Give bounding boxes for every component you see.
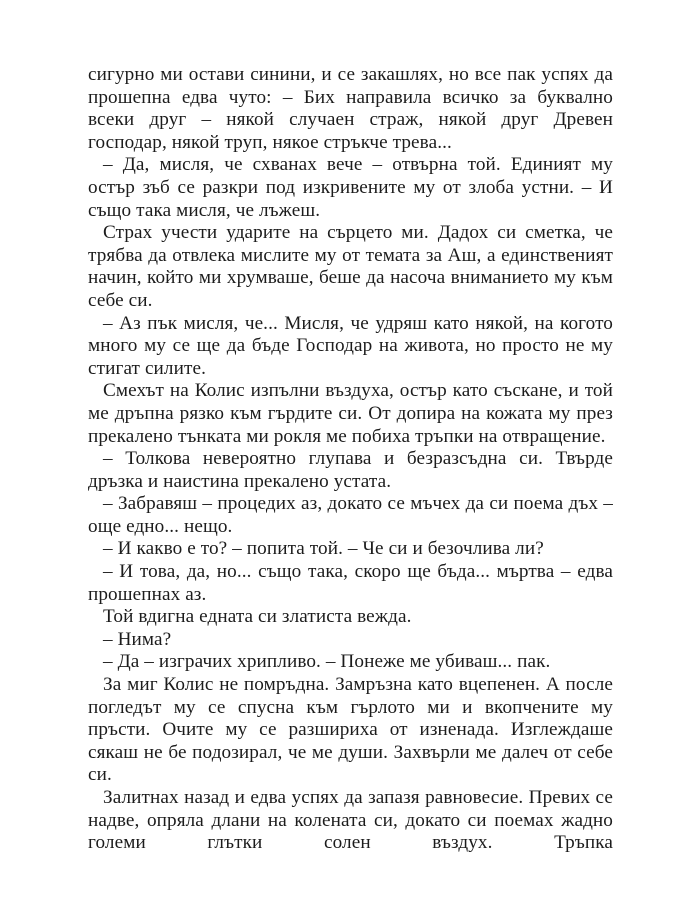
paragraph: – Толкова невероятно глупава и безразсъдна си. Твърде дръзка и наистина прекалено устата. xyxy=(88,448,613,492)
book-page xyxy=(88,64,613,855)
paragraph: – Забравяш – процедих аз, докато се мъчех да си поема дъх – още едно... нещо. xyxy=(88,493,613,537)
paragraph: – Аз пък мисля, че... Мисля, че удряш като някой, на когото много му се ще да бъде Господар на живота, но просто не му стигат силите. xyxy=(88,312,613,379)
paragraph: – Да, мисля, че схванах вече – отвърна той. Единият му остър зъб се разкри под изкривените му от злоба устни. – И също така мисля, че лъжеш. xyxy=(88,154,613,221)
paragraph: Смехът на Колис изпълни въздуха, остър като съскане, и той ме дръпна рязко към гърдите си. От допира на кожата му през прекалено тънката ми рокля ме побиха тръпки на отвращение. xyxy=(88,380,613,447)
paragraph: сигурно ми остави синини, и се закашлях, но все пак успях да прошепна едва чуто: – Бих направила всичко за буквално всеки друг – някой случаен страж, някой друг Древен господар, някой труп, някое стръкче трева... xyxy=(88,64,613,153)
paragraph: – И това, да, но... също така, скоро ще бъда... мъртва – едва прошепнах аз. xyxy=(88,561,613,605)
paragraph: Той вдигна едната си златиста вежда. xyxy=(103,606,412,628)
paragraph: Залитнах назад и едва успях да запазя равновесие. Превих се надве, опряла длани на колената си, докато си поемах жадно големи глътки солен въздух. Тръпка xyxy=(88,787,613,854)
paragraph: – Да – изграчих хрипливо. – Понеже ме убиваш... пак. xyxy=(103,651,551,673)
paragraph: За миг Колис не помръдна. Замръзна като вцепенен. А после погледът му се спусна към гърлото ми и вкопчените му пръсти. Очите му се разшириха от изненада. Изглеждаше сякаш не бе подозирал, че ме души. Захвърли ме далеч от себе си. xyxy=(88,674,613,786)
paragraph: – Нима? xyxy=(103,628,172,650)
paragraph: – И какво е то? – попита той. – Че си и безочлива ли? xyxy=(103,538,544,560)
paragraph: Страх учести ударите на сърцето ми. Дадох си сметка, че трябва да отвлека мислите му от темата за Аш, а единственият начин, който ми хрумваше, беше да насоча вниманието му към себе си. xyxy=(88,222,613,311)
